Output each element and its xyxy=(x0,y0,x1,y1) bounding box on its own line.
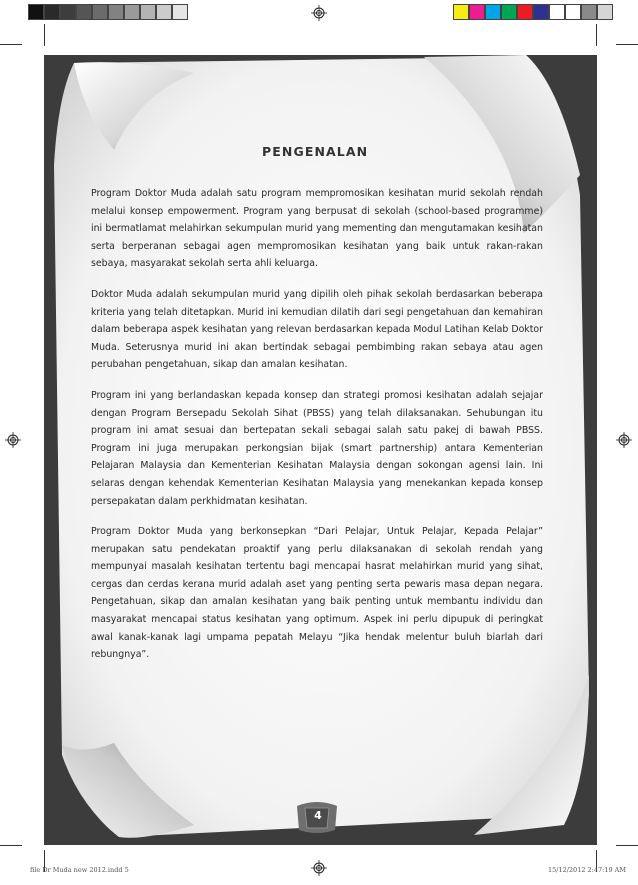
paragraph-2: Doktor Muda adalah sekumpulan murid yang dipilih oleh pihak sekolah berdasarkan beberapa kriteria yang telah ditetapkan. Murid ini kemudian dilatih dari segi pengetahuan dan kemahiran dalam beberapa aspek kesihatan yang relevan berdasarkan kepada Modul Latihan Kelab Doktor Muda. Seterusnya murid ini akan bertindak sebagai pembimbing rakan sebaya atau agen perubahan pengetahuan, sikap dan amalan kesihatan. xyxy=(91,288,543,371)
gray-swatch xyxy=(108,4,124,20)
gray-swatch xyxy=(92,4,108,20)
gray-swatch xyxy=(156,4,172,20)
registration-mark-top-icon xyxy=(311,5,327,21)
paragraph-1: Program Doktor Muda adalah satu program mempromosikan kesihatan murid sekolah rendah melalui konsep empowerment. Program yang berpusat di sekolah (school-based programme) ini bermatlamat melahirkan sekumpulan murid yang mementing dan mengutamakan kesihatan serta berperanan sebagai agen mempromosikan kesihatan yang baik untuk rakan-rakan sebaya, masyarakat sekolah serta ahli keluarga. xyxy=(91,188,543,270)
crop-mark xyxy=(616,845,638,846)
grayscale-color-bar xyxy=(28,4,188,20)
color-swatch xyxy=(501,4,517,20)
paragraph-3: Program ini yang berlandaskan kepada konsep dan strategi promosi kesihatan adalah sejajar dengan Program Bersepadu Sekolah Sihat (PBSS) yang telah dilaksanakan. Sehubungan itu program ini amat sesuai dan bertepatan sekali sebagai salah satu pakej di bawah PBSS. Program ini juga merupakan perkongsian bijak (smart partnership) antara Kementerian Pelajaran Malaysia dan Kementerian Kesihatan Malaysia dengan sokongan agensi lain. Ini selaras dengan kehendak Kementerian Kesihatan Malaysia yang menekankan kepada konsep persepakatan dalam perkhidmatan kesihatan. xyxy=(91,389,543,507)
gray-swatch xyxy=(60,4,76,20)
color-swatch xyxy=(469,4,485,20)
paragraph-4: Program Doktor Muda yang berkonsepkan “Dari Pelajar, Untuk Pelajar, Kepada Pelajar” merupakan satu pendekatan proaktif yang perlu dilaksanakan di sekolah rendah yang mempunyai masalah kesihatan tertentu bagi mencapai hasrat melahirkan murid yang sihat, cergas dan cerdas kerana murid adalah aset yang penting serta pewaris masa depan negara. Pengetahuan, sikap dan amalan kesihatan yang baik penting untuk membantu individu dan masyarakat mencapai status kesihatan yang optimum. Aspek ini perlu dipupuk di peringkat awal kanak-kanak lagi umpama pepatah Melayu “Jika hendak melentur buluh biarlah dari rebungnya”. xyxy=(91,526,543,661)
color-swatch xyxy=(517,4,533,20)
gray-swatch xyxy=(140,4,156,20)
color-swatch xyxy=(485,4,501,20)
page-number: 4 xyxy=(314,809,322,822)
file-slug: file Dr Muda new 2012.indd 5 xyxy=(30,866,129,874)
gray-swatch xyxy=(76,4,92,20)
gray-swatch xyxy=(172,4,188,20)
gray-swatch xyxy=(124,4,140,20)
crop-mark xyxy=(0,44,22,45)
color-swatch xyxy=(533,4,549,20)
crop-mark xyxy=(596,24,597,46)
crop-mark xyxy=(616,44,638,45)
color-swatch xyxy=(453,4,469,20)
page-title: PENGENALAN xyxy=(262,144,369,159)
document-body xyxy=(91,185,543,677)
color-swatch xyxy=(565,4,581,20)
registration-mark-left-icon xyxy=(5,432,21,448)
timestamp-slug: 15/12/2012 2:47:19 AM xyxy=(548,866,627,874)
registration-mark-right-icon xyxy=(616,432,632,448)
cmyk-color-bar xyxy=(453,4,613,20)
crop-mark xyxy=(0,845,22,846)
color-swatch xyxy=(581,4,597,20)
color-swatch xyxy=(597,4,613,20)
gray-swatch xyxy=(44,4,60,20)
color-swatch xyxy=(549,4,565,20)
crop-mark xyxy=(44,24,45,46)
registration-mark-bottom-icon xyxy=(311,860,327,876)
gray-swatch xyxy=(28,4,44,20)
